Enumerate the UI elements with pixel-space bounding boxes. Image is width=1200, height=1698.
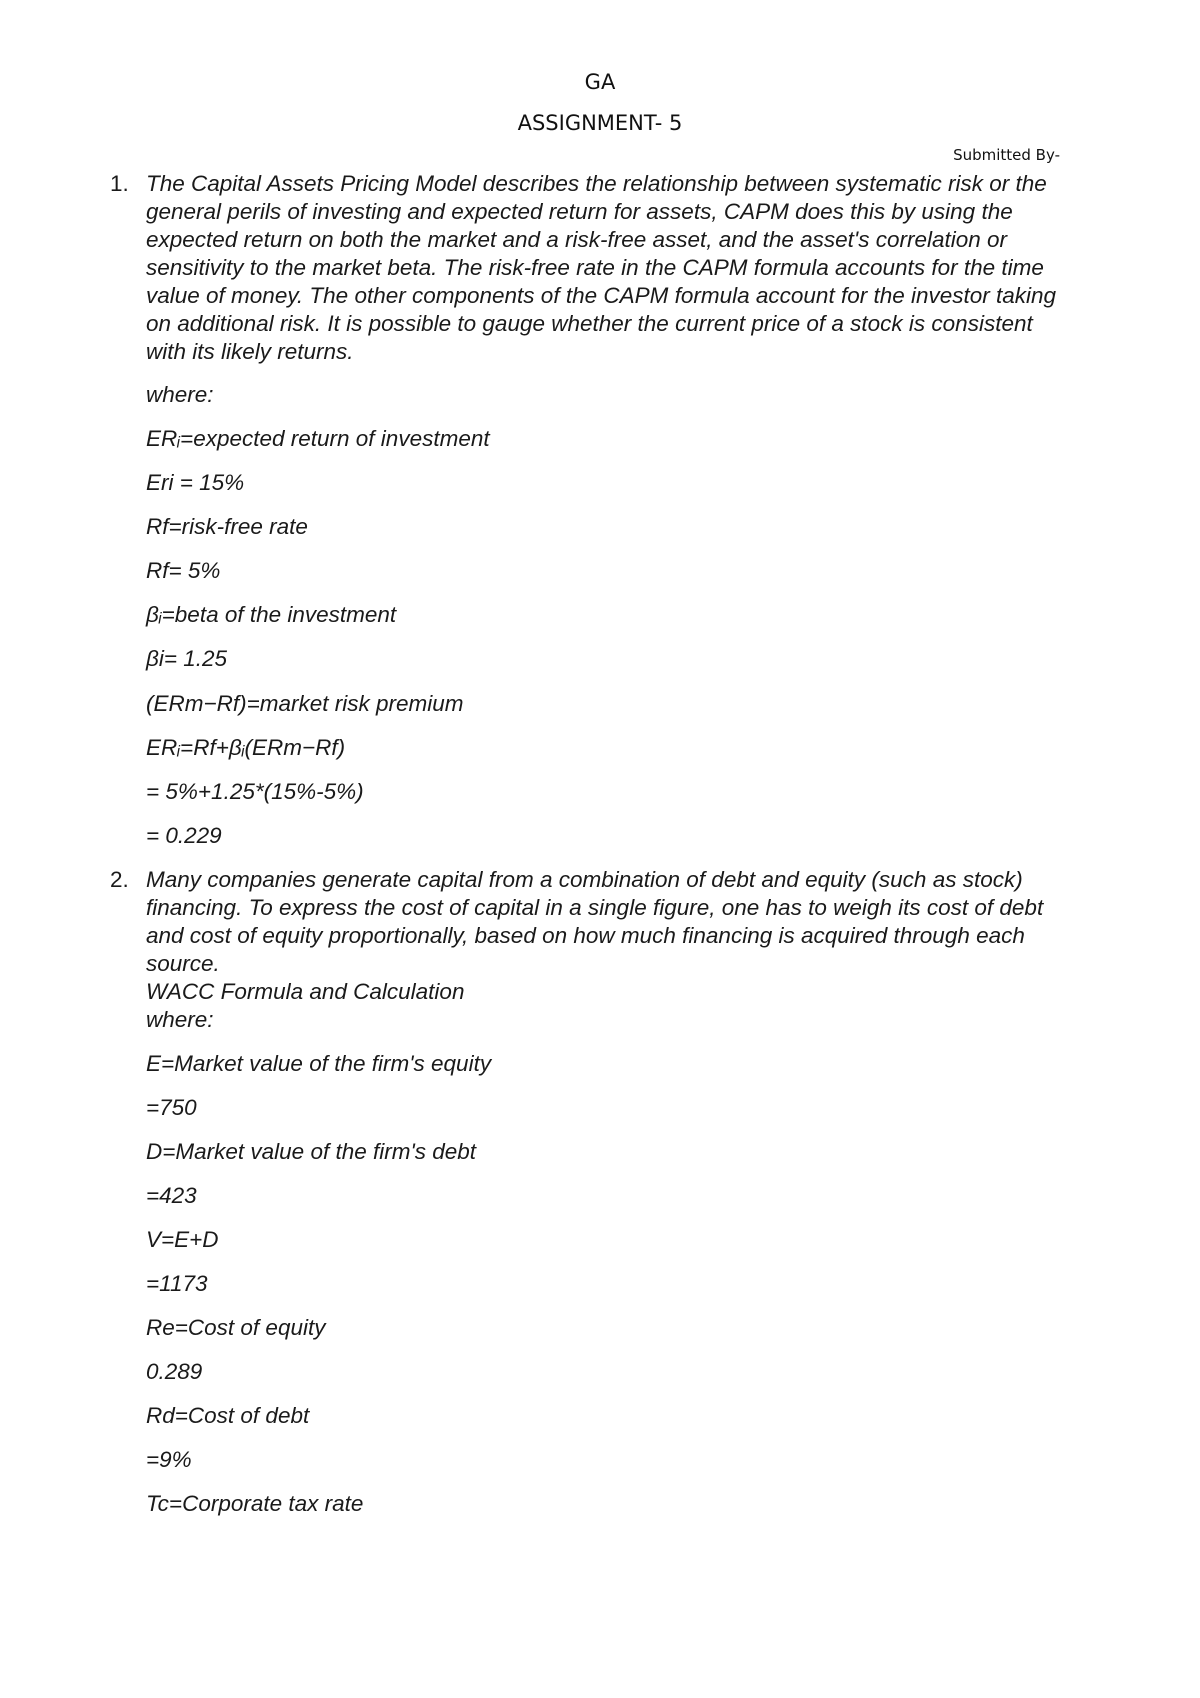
q1-line: Eri = 15% (146, 470, 245, 495)
q2-line: =750 (146, 1095, 197, 1120)
q1-line: where: (146, 382, 214, 407)
q2-subheading: WACC Formula and Calculation (146, 979, 465, 1004)
q2-line: =9% (146, 1447, 192, 1472)
q1-line: (ERm−Rf)=market risk premium (146, 691, 464, 716)
q2-line: Re=Cost of equity (146, 1315, 326, 1340)
q1-line: ERᵢ=Rf+βᵢ(ERm−Rf) (146, 735, 346, 760)
q2-line: 0.289 (146, 1359, 203, 1384)
question-1-paragraph: The Capital Assets Pricing Model describes the relationship between systematic risk or the general perils of investing and expected return for assets, CAPM does this by using the expected return on both the market and a risk-free asset, and the asset's correlation or sensitivity to the market beta. The risk-free rate in the CAPM formula accounts for the time value of money. The other components of the CAPM formula account for the investor taking on additional risk. It is possible to gauge whether the current price of a stock is consistent with its likely returns. (146, 171, 1057, 364)
q2-line: D=Market value of the firm's debt (146, 1139, 477, 1164)
submitted-by-label: Submitted By- (953, 146, 1060, 164)
q1-line: ERᵢ=expected return of investment (146, 426, 490, 451)
q2-line: =1173 (146, 1271, 208, 1296)
assignment-title: ASSIGNMENT- 5 (517, 111, 683, 135)
q2-line: =423 (146, 1183, 197, 1208)
question-number: 1. (110, 171, 129, 196)
q1-line: Rf= 5% (146, 558, 221, 583)
q1-line: = 5%+1.25*(15%-5%) (146, 779, 364, 804)
q2-line: Tc=Corporate tax rate (146, 1491, 364, 1516)
question-number: 2. (110, 867, 129, 892)
question-1 (110, 170, 1070, 366)
q2-line: Rd=Cost of debt (146, 1403, 310, 1428)
q1-line: βᵢ=beta of the investment (146, 602, 397, 627)
q2-line: V=E+D (146, 1227, 219, 1252)
q2-line: E=Market value of the firm's equity (146, 1051, 492, 1076)
q1-line: = 0.229 (146, 823, 222, 848)
question-2 (110, 866, 1070, 978)
question-2-paragraph: Many companies generate capital from a combination of debt and equity (such as stock) financing. To express the cost of capital in a single figure, one has to weigh its cost of debt and cost of equity proportionally, based on how much financing is acquired through each source. (146, 867, 1044, 976)
q1-line: Rf=risk-free rate (146, 514, 308, 539)
course-title: GA (584, 70, 616, 94)
q1-line: βi= 1.25 (146, 646, 228, 671)
q2-where: where: (146, 1007, 214, 1032)
